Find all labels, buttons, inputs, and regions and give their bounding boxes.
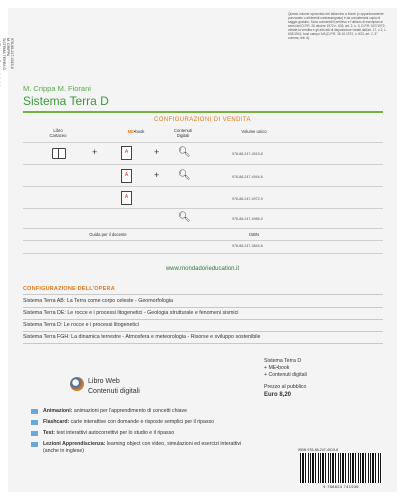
libroweb-name: Libro Web bbox=[88, 378, 120, 385]
isbn-row-4: 978-88-247-4985-9 bbox=[232, 217, 263, 221]
price-value: Euro 8,20 bbox=[264, 392, 292, 398]
mebook-icon: A bbox=[121, 146, 132, 160]
header-volume: Volume unico bbox=[241, 129, 267, 134]
opera-divider bbox=[23, 294, 383, 295]
book-title: Sistema Terra D bbox=[23, 94, 109, 108]
table-rule bbox=[23, 208, 383, 209]
publisher-url[interactable]: www.mondadorieducation.it bbox=[165, 266, 240, 272]
table-rule bbox=[23, 164, 383, 165]
table-rule bbox=[23, 186, 383, 187]
sale-digital: + Contenuti digitali bbox=[264, 372, 307, 378]
table-rule bbox=[23, 240, 383, 241]
guida-label: Guida per il docente bbox=[89, 232, 127, 237]
magnifier-icon: 🔍︎ bbox=[178, 212, 191, 223]
opera-title: CONFIGURAZIONE DELL'OPERA bbox=[23, 286, 115, 292]
bullet-icon bbox=[31, 431, 38, 436]
opera-item: Sistema Terra DE: Le rocce e i processi litogenetici - Geologia strutturale e fenomeni sismici bbox=[23, 310, 239, 316]
feature-item: Test: test interattivi autocorrettivi per lo studio e il ripasso bbox=[43, 430, 174, 437]
magnifier-icon: 🔍︎ bbox=[178, 170, 191, 181]
bullet-icon bbox=[31, 409, 38, 414]
mebook-me: ME bbox=[127, 129, 134, 134]
table-rule bbox=[23, 142, 383, 143]
guida-isbn: 978-88-247-3844-6 bbox=[232, 244, 263, 248]
opera-divider bbox=[23, 319, 383, 320]
spine-title: SISTEMA TERRA D bbox=[1, 38, 6, 71]
opera-divider bbox=[23, 331, 383, 332]
opera-item: Sistema Terra FGH: La dinamica terrestre - Atmosfera e meteorologia - Risorse e sviluppo sostenibile bbox=[23, 334, 261, 340]
price-label: Prezzo al pubblico bbox=[264, 384, 307, 390]
opera-item: Sistema Terra D: Le rocce e i processi litogenetici bbox=[23, 322, 139, 328]
spine-notes bbox=[0, 38, 14, 86]
title-divider bbox=[23, 111, 383, 113]
header-libro: Libro Cartaceo bbox=[49, 128, 67, 138]
spine-author: M. CRIPPA bbox=[5, 38, 10, 57]
book-back-cover bbox=[1, 8, 397, 492]
libroweb-logo-icon bbox=[70, 377, 84, 391]
header-contenuti: Contenuti Digitali bbox=[174, 128, 192, 138]
opera-divider bbox=[23, 343, 383, 344]
feature-item: Animazioni: animazioni per l'apprendimento di concetti chiave bbox=[43, 408, 187, 415]
feature-item-cont: (anche in inglese) bbox=[43, 448, 84, 454]
spine-isbn: 978-88-247-4515-8 bbox=[10, 38, 14, 69]
authors: M. Crippa M. Fiorani bbox=[23, 84, 91, 93]
libroweb-subtitle: Contenuti digitali bbox=[88, 388, 140, 395]
barcode-digits: 9 788824 741536 bbox=[323, 484, 359, 489]
table-rule bbox=[23, 253, 383, 254]
magnifier-icon: 🔍︎ bbox=[178, 147, 191, 158]
book-icon bbox=[52, 148, 66, 159]
sale-product: Sistema Terra D bbox=[264, 358, 302, 364]
mebook-icon: A bbox=[121, 169, 132, 183]
opera-item: Sistema Terra AB: La Terra come corpo celeste - Geomorfologia bbox=[23, 298, 173, 304]
sales-config-title: CONFIGURAZIONI DI VENDITA bbox=[154, 117, 251, 123]
isbn-row-1: 978-88-247-4515-8 bbox=[232, 152, 263, 156]
isbn-row-3: 978-88-247-4972-9 bbox=[232, 197, 263, 201]
mebook-icon: A bbox=[121, 191, 132, 205]
guida-col: ISBN bbox=[249, 232, 259, 237]
isbn-row-2: 978-88-247-4944-6 bbox=[232, 175, 263, 179]
feature-item: Flashcard: carte interattive con domande e risposte semplici per il ripasso bbox=[43, 419, 214, 426]
plus-icon: + bbox=[154, 147, 160, 157]
legal-notice: Questo volume sprovvisto del talloncino a fronte (o opportunamente punzonato o altrimenti contrassegnato) è da considerarsi copia di saggio gratuito. Sono consentiti il prelievo e l'utilizzo di esemplari ai sensi del D.P.R. 26 ottobre 1972 n. 633, art. 2, n. 3, D.P.R. 627/1972; vietate la vendita e gli altri atti di disposizione vietati dall'art. 17, c.2, L. 633/1941; fuori campo IVA (D.P.R. 26.10.1972, n. 633, art. 2, 3° comma, lett. d). bbox=[288, 12, 387, 40]
table-rule bbox=[23, 228, 383, 229]
plus-icon: + bbox=[154, 170, 160, 180]
mebook-book: •book bbox=[133, 129, 145, 134]
feature-item: Lezioni Apprendiscienza: learning object con video, simulazioni ed esercizi interattivi bbox=[43, 441, 263, 448]
barcode bbox=[300, 453, 382, 483]
header-mebook bbox=[116, 129, 156, 134]
plus-icon: + bbox=[92, 147, 98, 157]
bullet-icon bbox=[31, 420, 38, 425]
barcode-isbn: ISBN 978-88-247-4515-8 bbox=[298, 448, 339, 452]
bullet-icon bbox=[31, 442, 38, 447]
sale-mebook: + ME•book bbox=[264, 365, 290, 371]
opera-divider bbox=[23, 307, 383, 308]
